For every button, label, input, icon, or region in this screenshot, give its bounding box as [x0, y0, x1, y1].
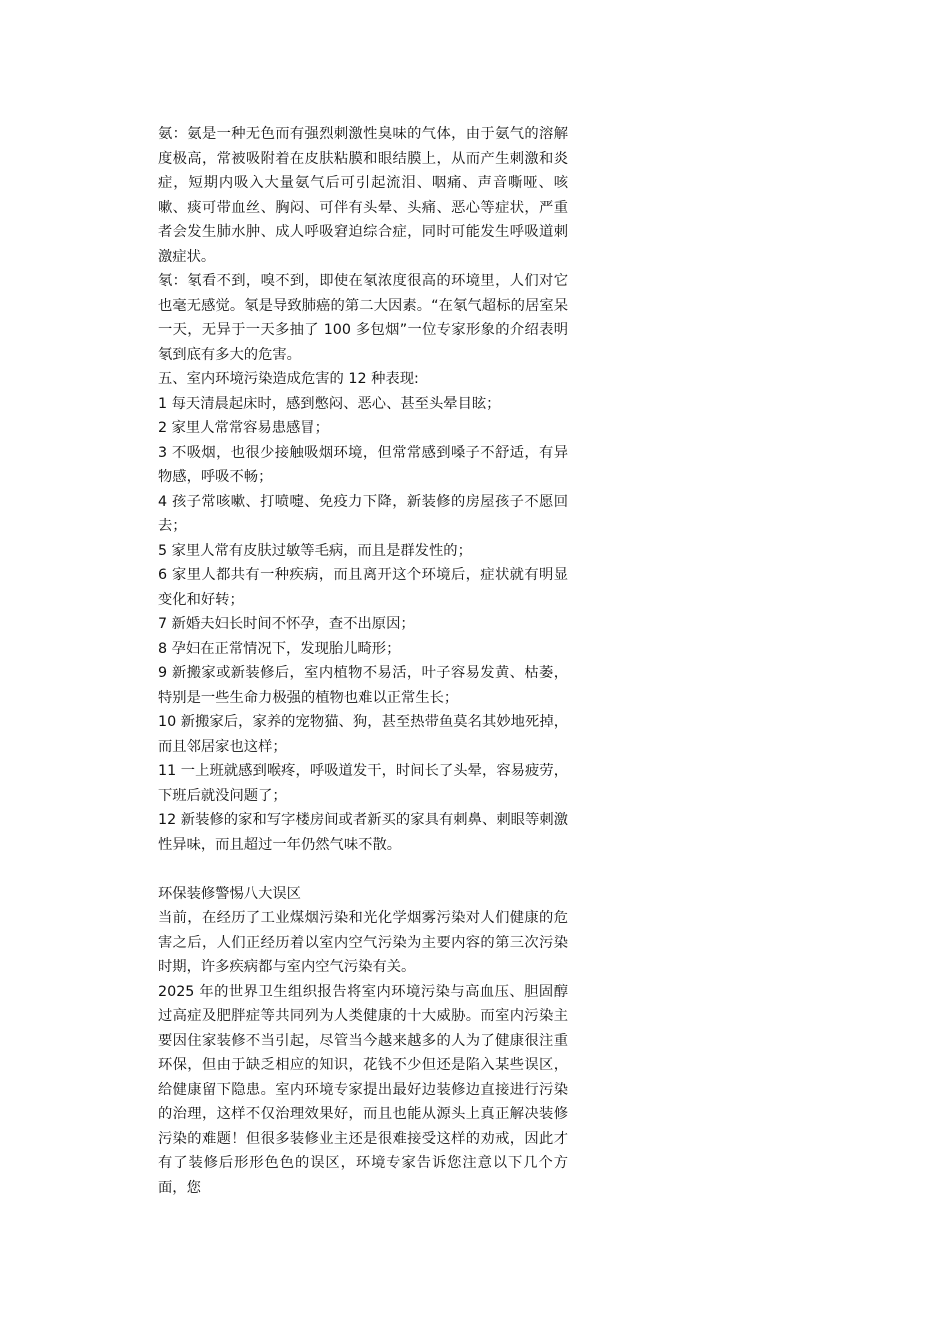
- list-item: 4 孩子常咳嗽、打喷嚏、免疫力下降，新装修的房屋孩子不愿回去；: [158, 493, 568, 534]
- section-gap: [158, 857, 568, 882]
- list-item: 2 家里人常常容易患感冒；: [158, 420, 329, 436]
- list-item: 6 家里人都共有一种疾病，而且离开这个环境后，症状就有明显变化和好转；: [158, 567, 568, 608]
- list-item: 10 新搬家后，家养的宠物猫、狗，甚至热带鱼莫名其妙地死掉，而且邻居家也这样；: [158, 714, 568, 755]
- list-heading: 五、室内环境污染造成危害的 12 种表现:: [158, 371, 419, 387]
- list-item: 11 一上班就感到喉疼，呼吸道发干，时间长了头晕，容易疲劳，下班后就没问题了；: [158, 763, 568, 804]
- list-item: 12 新装修的家和写字楼房间或者新买的家具有刺鼻、刺眼等刺激性异味，而且超过一年仍然气味不散。: [158, 812, 568, 853]
- paragraph-radon: 氡：氡看不到，嗅不到，即使在氡浓度很高的环境里，人们对它也毫无感觉。氡是导致肺癌的第二大因素。“在氡气超标的居室呆一天，无异于一天多抽了 100 多包烟”一位专家形象的介绍表明氡到底有多大的危害。: [158, 273, 568, 363]
- section-paragraph: 当前，在经历了工业煤烟污染和光化学烟雾污染对人们健康的危害之后，人们正经历着以室内空气污染为主要内容的第三次污染时期，许多疾病都与室内空气污染有关。: [158, 910, 568, 975]
- list-item: 7 新婚夫妇长时间不怀孕，查不出原因；: [158, 616, 415, 632]
- list-item: 8 孕妇在正常情况下，发现胎儿畸形；: [158, 640, 401, 657]
- section-paragraph: 2025 年的世界卫生组织报告将室内环境污染与高血压、胆固醇过高症及肥胖症等共同列为人类健康的十大威胁。而室内污染主要因住家装修不当引起，尽管当今越来越多的人为了健康很注重环保，但由于缺乏相应的知识，花钱不少但还是陷入某些误区，给健康留下隐患。室内环境专家提出最好边装修边直接进行污染的治理，这样不仅治理效果好，而且也能从源头上真正解决装修污染的难题！但很多装修业主还是很难接受这样的劝戒，因此才有了装修后形形色色的误区，环境专家告诉您注意以下几个方面，您: [158, 983, 568, 1196]
- list-item: 3 不吸烟，也很少接触吸烟环境，但常常感到嗓子不舒适，有异物感，呼吸不畅；: [158, 444, 568, 485]
- paragraph-ammonia: 氨：氨是一种无色而有强烈刺激性臭味的气体，由于氨气的溶解度极高，常被吸附着在皮肤粘膜和眼结膜上，从而产生刺激和炎症，短期内吸入大量氨气后可引起流泪、咽痛、声音嘶哑、咳嗽、痰可带血丝、胸闷、可伴有头晕、头痛、恶心等症状，严重者会发生肺水肿、成人呼吸窘迫综合症，同时可能发生呼吸道刺激症状。: [158, 126, 568, 265]
- document-page: [158, 122, 568, 1200]
- list-item: 5 家里人常有皮肤过敏等毛病，而且是群发性的；: [158, 542, 472, 559]
- list-item: 1 每天清晨起床时，感到憋闷、恶心、甚至头晕目眩；: [158, 395, 501, 412]
- section-title: 环保装修警惕八大误区: [158, 885, 301, 902]
- list-item: 9 新搬家或新装修后，室内植物不易活，叶子容易发黄、枯萎，特别是一些生命力极强的植物也难以正常生长；: [158, 665, 568, 706]
